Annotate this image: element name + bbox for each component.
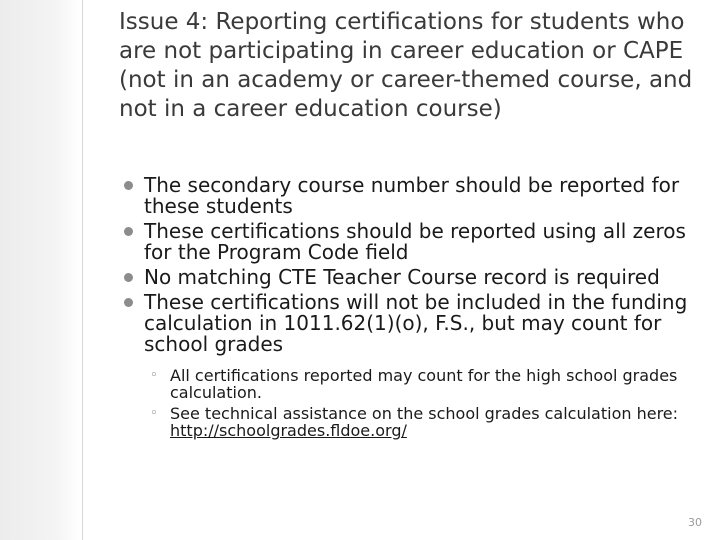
bullet-dot-icon xyxy=(124,181,133,190)
decorative-side-bar xyxy=(0,0,80,540)
bullet-text: These certifications should be reported using all zeros for the Program Code field xyxy=(144,219,686,264)
bullet-dot-icon xyxy=(124,227,133,236)
sub-bullet-text: See technical assistance on the school grades calculation here: xyxy=(170,404,679,423)
sub-bullet-item xyxy=(144,367,700,401)
school-grades-link[interactable]: http://schoolgrades.fldoe.org/ xyxy=(170,421,407,440)
ring-bullet-icon: ◦ xyxy=(150,368,158,383)
bullet-dot-icon xyxy=(124,273,133,282)
page-number: 30 xyxy=(688,516,702,529)
bullet-text: No matching CTE Teacher Course record is required xyxy=(144,265,660,289)
bullet-item xyxy=(100,292,700,439)
sub-bullet-text: All certifications reported may count for the high school grades calculation. xyxy=(170,366,678,402)
ring-bullet-icon: ◦ xyxy=(150,406,158,421)
bullet-text: These certifications will not be included in the funding calculation in 1011.62(1)(o), F.S., but may count for school grades xyxy=(144,290,688,356)
bullet-item xyxy=(100,175,700,217)
bullet-dot-icon xyxy=(124,298,133,307)
side-divider xyxy=(82,0,83,540)
bullet-list xyxy=(100,175,700,443)
sub-bullet-list xyxy=(144,367,700,439)
slide-title: Issue 4: Reporting certifications for students who are not participating in career education or CAPE (not in an academy or career-themed course, and not in a career education course) xyxy=(119,9,693,122)
sub-bullet-item xyxy=(144,405,700,439)
bullet-item xyxy=(100,267,700,288)
bullet-text: The secondary course number should be reported for these students xyxy=(144,173,680,218)
bullet-item xyxy=(100,221,700,263)
